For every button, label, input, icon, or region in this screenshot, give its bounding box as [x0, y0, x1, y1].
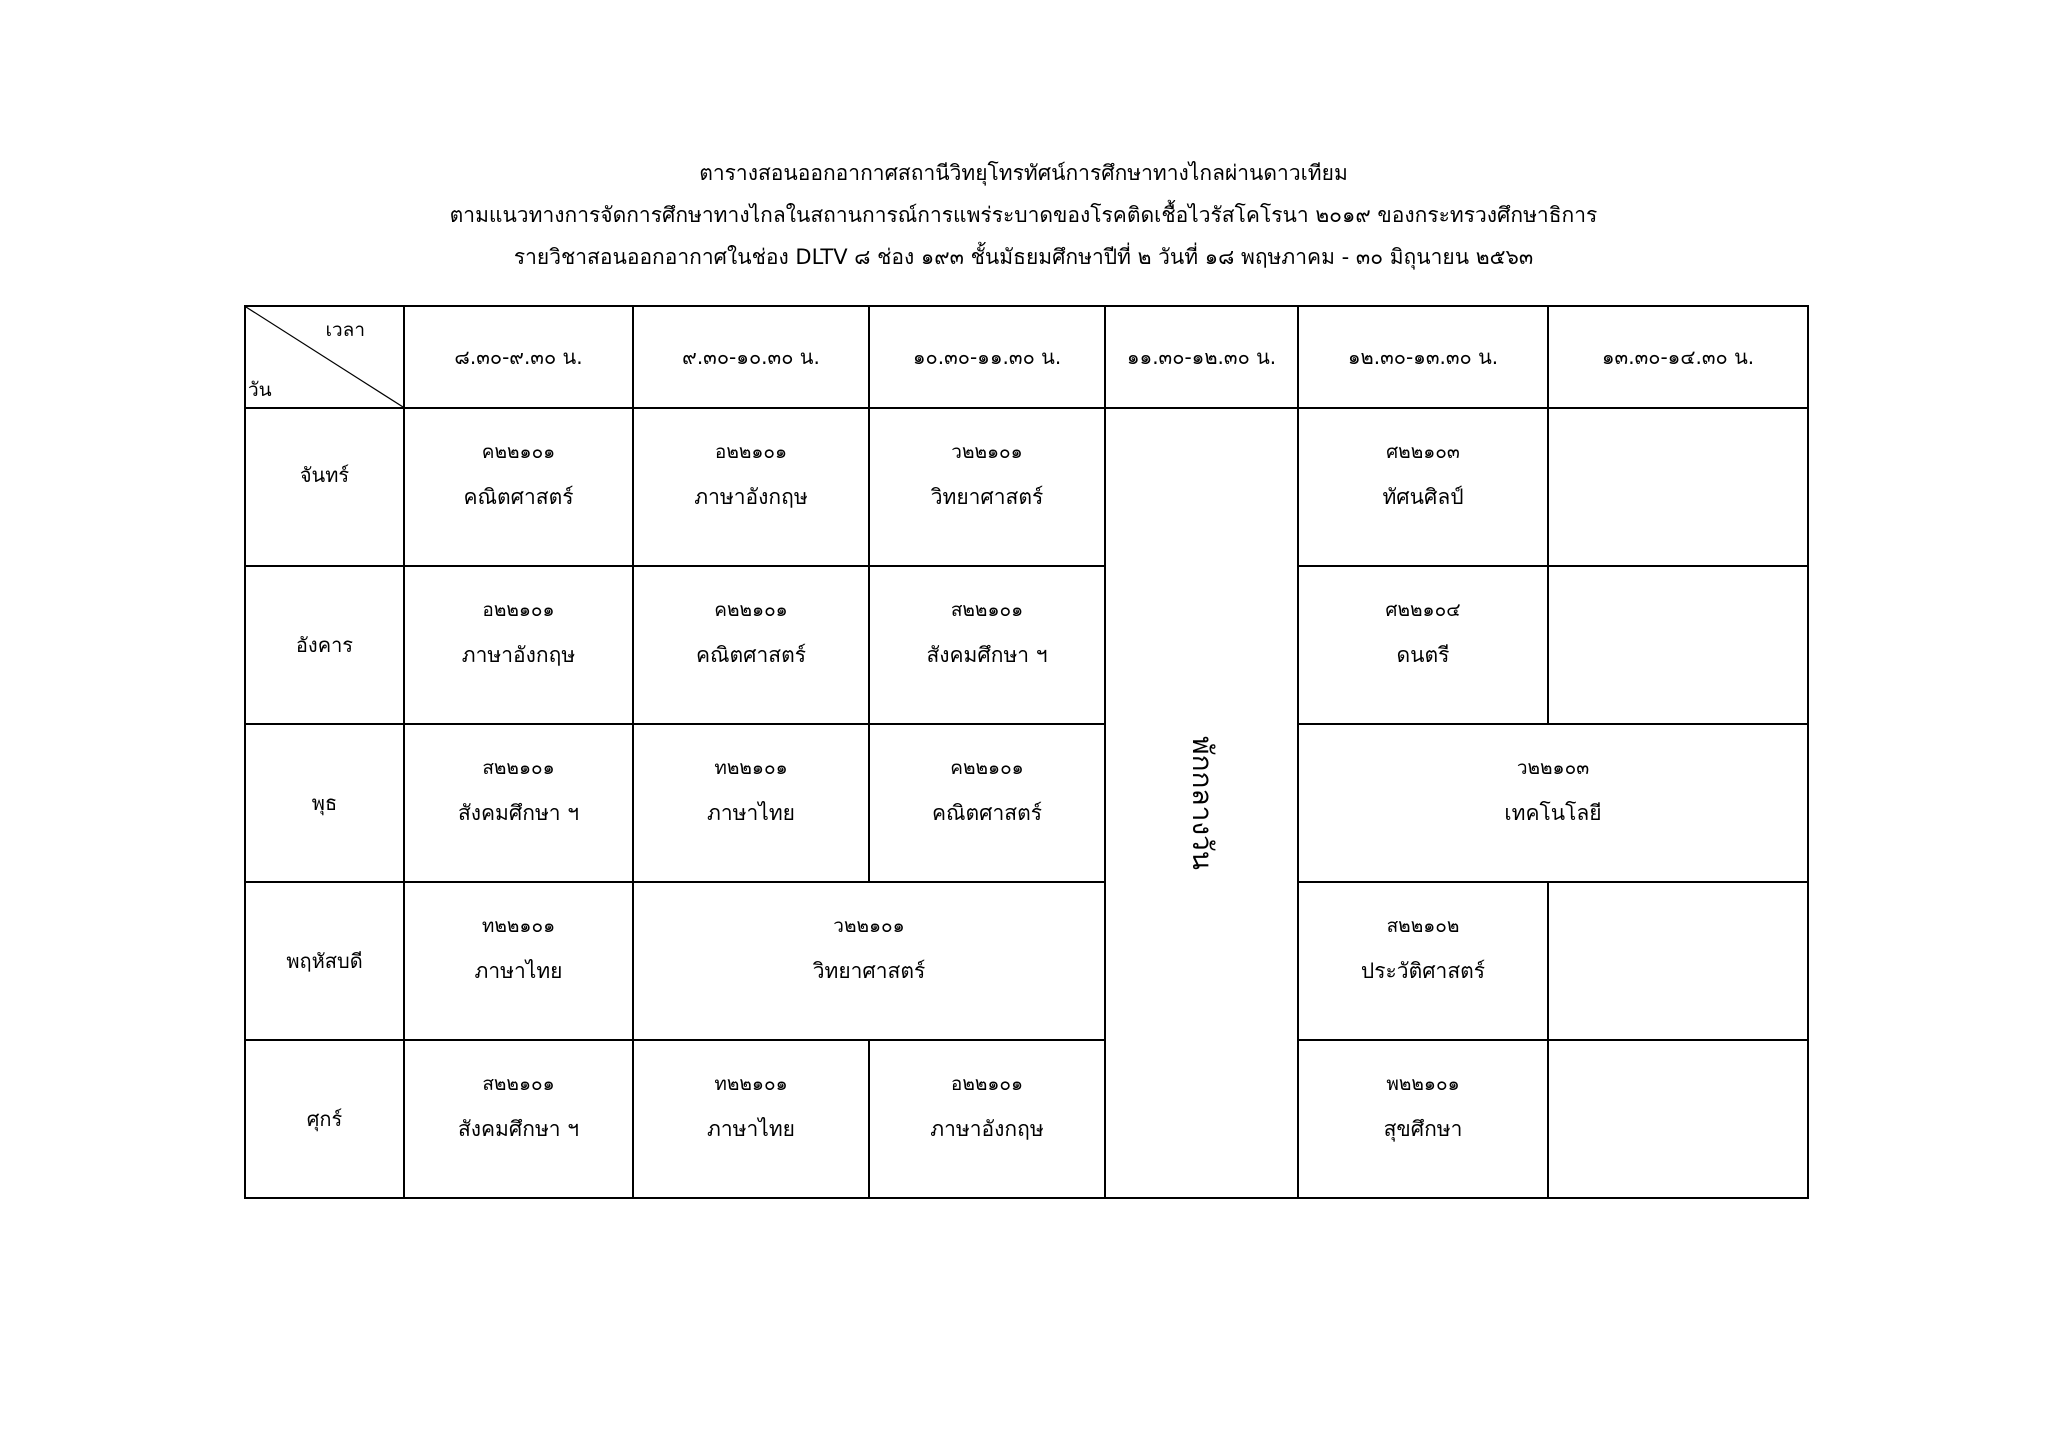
subject-cell: ท๒๒๑๐๑ ภาษาไทย: [633, 724, 869, 882]
subject-cell-merged: ว๒๒๑๐๓ เทคโนโลยี: [1298, 724, 1808, 882]
empty-cell: [1548, 1040, 1808, 1198]
subject-cell: อ๒๒๑๐๑ ภาษาอังกฤษ: [869, 1040, 1105, 1198]
period-header-2: ๙.๓๐-๑๐.๓๐ น.: [633, 306, 869, 408]
subject-cell: พ๒๒๑๐๑ สุขศึกษา: [1298, 1040, 1548, 1198]
empty-cell: [1548, 408, 1808, 566]
subject-cell: ค๒๒๑๐๑ คณิตศาสตร์: [633, 566, 869, 724]
day-row-thursday: [245, 882, 1808, 1040]
subject-cell: ท๒๒๑๐๑ ภาษาไทย: [633, 1040, 869, 1198]
day-row-friday: [245, 1040, 1808, 1198]
title-line-3: รายวิชาสอนออกอากาศในช่อง DLTV ๘ ช่อง ๑๙๓ ชั้นมัธยมศึกษาปีที่ ๒ วันที่ ๑๘ พฤษภาคม - ๓๐ มิถุนายน ๒๕๖๓: [513, 245, 1534, 269]
subject-cell: ศ๒๒๑๐๔ ดนตรี: [1298, 566, 1548, 724]
lunch-break-cell: [1105, 408, 1298, 1198]
day-label-monday: จันทร์: [245, 408, 404, 566]
day-label-thursday: พฤหัสบดี: [245, 882, 404, 1040]
subject-cell: ค๒๒๑๐๑ คณิตศาสตร์: [404, 408, 633, 566]
day-row-tuesday: [245, 566, 1808, 724]
document-title-block: [0, 152, 2047, 278]
day-row-monday: [245, 408, 1808, 566]
title-line-2: ตามแนวทางการจัดการศึกษาทางไกลในสถานการณ์การแพร่ระบาดของโรคติดเชื้อไวรัสโคโรนา ๒๐๑๙ ของกระทรวงศึกษาธิการ: [449, 203, 1598, 227]
empty-cell: [1548, 566, 1808, 724]
day-label-tuesday: อังคาร: [245, 566, 404, 724]
header-row: [245, 306, 1808, 408]
empty-cell: [1548, 882, 1808, 1040]
subject-cell: อ๒๒๑๐๑ ภาษาอังกฤษ: [404, 566, 633, 724]
corner-header-cell: [245, 306, 404, 408]
subject-cell: ส๒๒๑๐๑ สังคมศึกษา ฯ: [404, 724, 633, 882]
subject-cell: ว๒๒๑๐๑ วิทยาศาสตร์: [869, 408, 1105, 566]
period-header-6: ๑๓.๓๐-๑๔.๓๐ น.: [1548, 306, 1808, 408]
day-label-friday: ศุกร์: [245, 1040, 404, 1198]
subject-cell-merged: ว๒๒๑๐๑ วิทยาศาสตร์: [633, 882, 1105, 1040]
title-line-1: ตารางสอนออกอากาศสถานีวิทยุโทรทัศน์การศึกษาทางไกลผ่านดาวเทียม: [699, 161, 1348, 185]
schedule-table: [244, 305, 1809, 1199]
lunch-break-label: พักกลางวัน: [1185, 736, 1219, 870]
period-header-5: ๑๒.๓๐-๑๓.๓๐ น.: [1298, 306, 1548, 408]
subject-cell: ส๒๒๑๐๒ ประวัติศาสตร์: [1298, 882, 1548, 1040]
subject-cell: ส๒๒๑๐๑ สังคมศึกษา ฯ: [404, 1040, 633, 1198]
subject-cell: ท๒๒๑๐๑ ภาษาไทย: [404, 882, 633, 1040]
subject-cell: ส๒๒๑๐๑ สังคมศึกษา ฯ: [869, 566, 1105, 724]
subject-cell: ศ๒๒๑๐๓ ทัศนศิลป์: [1298, 408, 1548, 566]
time-axis-label: เวลา: [325, 319, 365, 341]
subject-cell: ค๒๒๑๐๑ คณิตศาสตร์: [869, 724, 1105, 882]
subject-cell: อ๒๒๑๐๑ ภาษาอังกฤษ: [633, 408, 869, 566]
day-axis-label: วัน: [248, 379, 272, 401]
day-label-wednesday: พุธ: [245, 724, 404, 882]
period-header-3: ๑๐.๓๐-๑๑.๓๐ น.: [869, 306, 1105, 408]
period-header-1: ๘.๓๐-๙.๓๐ น.: [404, 306, 633, 408]
day-row-wednesday: [245, 724, 1808, 882]
period-header-4: ๑๑.๓๐-๑๒.๓๐ น.: [1105, 306, 1298, 408]
